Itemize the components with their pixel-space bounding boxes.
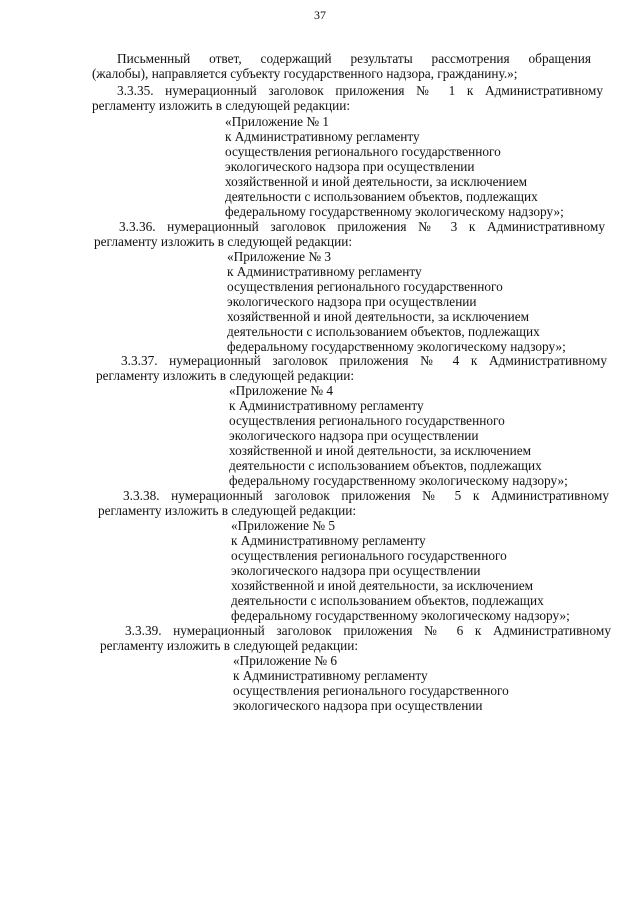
section-4-quote-line-6: деятельности с использованием объектов, подлежащих: [231, 593, 544, 608]
section-1-heading: 3.3.35. нумерационный заголовок приложения № 1 к Административному: [117, 83, 603, 98]
section-1-heading-cont: регламенту изложить в следующей редакции:: [92, 98, 351, 113]
section-1-quote-line-3: осуществления регионального государственного: [225, 144, 501, 159]
section-2-quote-line-6: деятельности с использованием объектов, подлежащих: [227, 324, 540, 339]
section-3-quote-line-6: деятельности с использованием объектов, подлежащих: [229, 458, 542, 473]
section-4-quote-line-3: осуществления регионального государственного: [231, 548, 507, 563]
section-4-quote-line-1: «Приложение № 5: [231, 518, 335, 533]
section-3-quote-line-5: хозяйственной и иной деятельности, за исключением: [229, 443, 532, 458]
section-2-quote-line-7: федеральному государственному экологическому надзору»;: [227, 339, 566, 354]
section-2-quote-line-3: осуществления регионального государственного: [227, 279, 503, 294]
section-2-quote-line-5: хозяйственной и иной деятельности, за исключением: [227, 309, 530, 324]
section-5-quote-line-3: осуществления регионального государственного: [233, 683, 509, 698]
section-2-heading: 3.3.36. нумерационный заголовок приложения № 3 к Административному: [119, 219, 605, 234]
section-3-quote-line-2: к Административному регламенту: [229, 398, 424, 413]
section-3-quote-line-7: федеральному государственному экологическому надзору»;: [229, 473, 568, 488]
section-3-heading: 3.3.37. нумерационный заголовок приложения № 4 к Административному: [121, 353, 607, 368]
section-4-quote-line-5: хозяйственной и иной деятельности, за исключением: [231, 578, 534, 593]
intro-line-2: (жалобы), направляется субъекту государственного надзора, гражданину.»;: [92, 66, 518, 81]
section-5-quote-line-1: «Приложение № 6: [233, 653, 337, 668]
section-1-quote-line-5: хозяйственной и иной деятельности, за исключением: [225, 174, 528, 189]
section-4-heading-cont: регламенту изложить в следующей редакции:: [98, 503, 357, 518]
section-1-quote-line-6: деятельности с использованием объектов, подлежащих: [225, 189, 538, 204]
section-2-quote-line-2: к Административному регламенту: [227, 264, 422, 279]
section-5-heading-cont: регламенту изложить в следующей редакции:: [100, 638, 359, 653]
page-number: 37: [314, 8, 326, 22]
section-4-quote-line-2: к Административному регламенту: [231, 533, 426, 548]
section-4-quote-line-7: федеральному государственному экологическому надзору»;: [231, 608, 570, 623]
section-4-quote-line-4: экологического надзора при осуществлении: [231, 563, 481, 578]
section-2-heading-cont: регламенту изложить в следующей редакции:: [94, 234, 353, 249]
section-1-quote-line-4: экологического надзора при осуществлении: [225, 159, 475, 174]
section-5-heading: 3.3.39. нумерационный заголовок приложения № 6 к Административному: [125, 623, 611, 638]
section-3-heading-cont: регламенту изложить в следующей редакции:: [96, 368, 355, 383]
section-4-heading: 3.3.38. нумерационный заголовок приложения № 5 к Административному: [123, 488, 609, 503]
section-3-quote-line-4: экологического надзора при осуществлении: [229, 428, 479, 443]
section-2-quote-line-1: «Приложение № 3: [227, 249, 331, 264]
section-5-quote-line-2: к Административному регламенту: [233, 668, 428, 683]
section-1-quote-line-7: федеральному государственному экологическому надзору»;: [225, 204, 564, 219]
section-1-quote-line-1: «Приложение № 1: [225, 114, 329, 129]
section-3-quote-line-3: осуществления регионального государственного: [229, 413, 505, 428]
section-2-quote-line-4: экологического надзора при осуществлении: [227, 294, 477, 309]
intro-line-1: Письменный ответ, содержащий результаты рассмотрения обращения: [117, 51, 591, 66]
section-1-quote-line-2: к Административному регламенту: [225, 129, 420, 144]
section-3-quote-line-1: «Приложение № 4: [229, 383, 333, 398]
section-5-quote-line-4: экологического надзора при осуществлении: [233, 698, 483, 713]
